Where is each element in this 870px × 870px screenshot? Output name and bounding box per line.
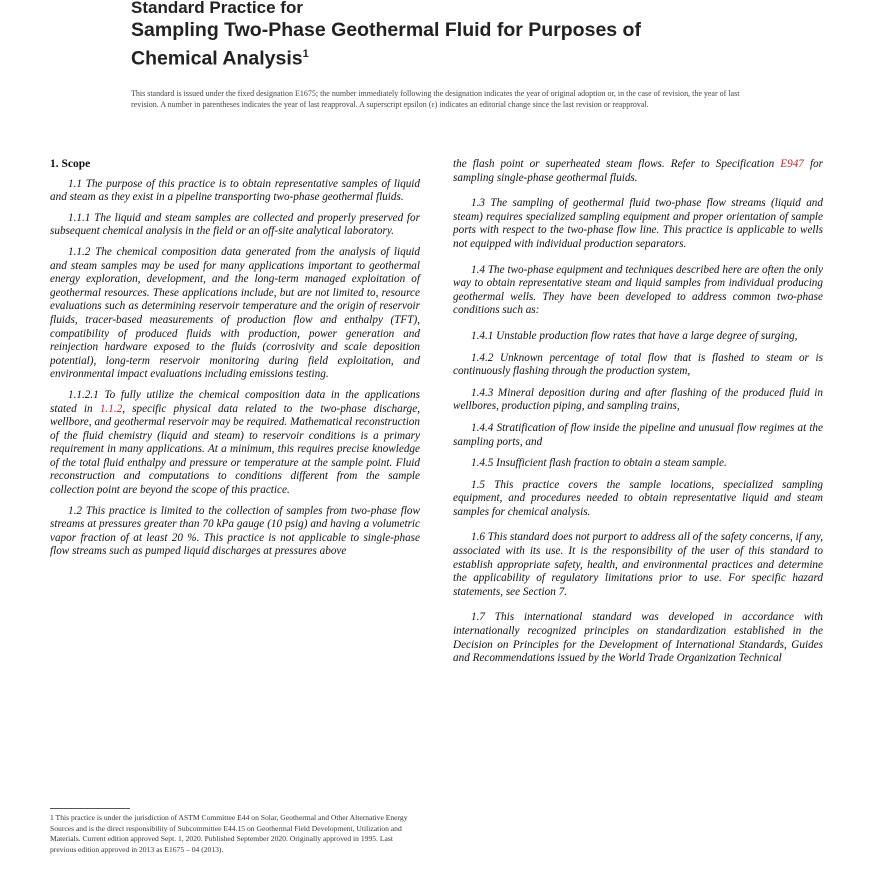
para-1-3: 1.3 The sampling of geothermal fluid two-phase flow streams (liquid and steam) requires specialized sampling equipment and proper orientation of sample ports with respect to the two-phase flow line. This practice is applicable to wells not equipped with individual production separators. xyxy=(453,197,823,250)
para-1-4-2: 1.4.2 Unknown percentage of total flow that is flashed to steam or is continuously flashing through the production system, xyxy=(453,351,823,378)
document-title xyxy=(131,18,751,71)
section-heading-scope: 1. Scope xyxy=(50,158,91,170)
right-column xyxy=(453,158,823,678)
para-1-5: 1.5 This practice covers the sample locations, specialized sampling equipment, and procedures needed to obtain representative liquid and steam samples for chemical analysis. xyxy=(453,478,823,518)
para-1-1: 1.1 The purpose of this practice is to obtain representative samples of liquid and steam as they exist in a pipeline transporting two-phase geothermal fluids. xyxy=(50,177,420,204)
para-1-6: 1.6 This standard does not purport to address all of the safety concerns, if any, associated with its use. It is the responsibility of the user of this standard to establish appropriate safety, health, and environmental practices and determine the applicability of regulatory limitations prior to use. For specific hazard statements, see Section 7. xyxy=(453,531,823,598)
left-column xyxy=(50,158,420,566)
designation-note: This standard is issued under the fixed designation E1675; the number immediately following the designation indicates the year of original adoption or, in the case of revision, the year of last revision. A number in parentheses indicates the year of last reapproval. A superscript epsilon (ε) indicates an editorial change since the last revision or reapproval. xyxy=(131,89,740,109)
title-footnote-marker[interactable]: 1 xyxy=(302,48,309,60)
standard-type: Standard Practice for xyxy=(131,0,303,17)
title-line-1: Sampling Two-Phase Geothermal Fluid for Purposes of xyxy=(131,19,641,41)
para-1-1-2-1: 1.1.2.1 To fully utilize the chemical composition data in the applications stated in 1.1.2, specific physical data related to the two-phase discharge, wellbore, and geothermal reservoir may be required. Mathematical reconstruction of the fluid chemistry (liquid and steam) to reservoir conditions is a primary requirement in many applications. At a minimum, this requires precise knowledge of the total fluid enthalpy and pressure or temperature at the sample point. Fluid reconstruction and computations to conditions different from the sample collection point are beyond the scope of this practice. xyxy=(50,388,421,497)
para-1-2: 1.2 This practice is limited to the collection of samples from two-phase flow streams at pressures greater than 70 kPa gauge (10 psig) and having a volumetric vapor fraction of at least 20 %. This practice is not applicable to single-phase flow streams such as pumped liquid discharges at pressures above xyxy=(50,504,420,558)
para-1-7: 1.7 This international standard was developed in accordance with internationally recognized principles on standardization established in the Decision on Principles for the Development of International Standards, Guides and Recommendations issued by the World Trade Organization Technical xyxy=(453,611,823,665)
spec-link-e947[interactable]: E947 xyxy=(780,158,804,170)
para-1-1-1: 1.1.1 The liquid and steam samples are collected and properly preserved for subsequent chemical analysis in the field or an off-site analytical laboratory. xyxy=(50,211,420,238)
para-1-4: 1.4 The two-phase equipment and techniques described here are often the only way to obtain representative steam and liquid samples from individual producing geothermal wells. They have been developed to address common two-phase conditions such as: xyxy=(453,263,823,317)
para-1-4-4: 1.4.4 Stratification of flow inside the pipeline and unusual flow regimes at the sampling ports, and xyxy=(453,421,823,448)
para-1-4-3: 1.4.3 Mineral deposition during and after flashing of the produced fluid in wellbores, production piping, and sampling trains, xyxy=(453,386,823,413)
para-1-2-cont: the flash point or superheated steam flows. Refer to Specification E947 for sampling single-phase geothermal fluids. xyxy=(453,158,824,184)
title-block xyxy=(131,0,751,71)
section-link-1-1-2[interactable]: 1.1.2 xyxy=(99,402,123,415)
para-1-4-5: 1.4.5 Insufficient flash fraction to obtain a steam sample. xyxy=(471,457,727,470)
para-1-1-2: 1.1.2 The chemical composition data generated from the analysis of liquid and steam samples may be used for many applications important to geothermal energy exploration, development, and the long-term managed exploitation of geothermal resources. These applications include, but are not limited to, resource evaluations such as determining reservoir temperature and the origin of reservoir fluids, tracer-based measurements of production flow and enthalpy (TFT), compatibility of produced fluids with production, power generation and reinjection hardware exposed to the fluids (corrosivity and scale deposition potential), long-term reservoir monitoring during field exploitation, and environmental impact evaluations including emissions testing. xyxy=(50,245,420,381)
title-line-2: Chemical Analysis xyxy=(131,47,303,70)
footnote xyxy=(50,808,420,855)
footnote-rule xyxy=(50,808,130,809)
para-1-4-1: 1.4.1 Unstable production flow rates that have a large degree of surging, xyxy=(471,329,798,342)
footnote-text: 1 This practice is under the jurisdiction of ASTM Committee E44 on Solar, Geothermal and Other Alternative Energy Sources and is the direct responsibility of Subcommittee E44.15 on Geothermal Field Development, Utilization and Materials. Current edition approved Sept. 1, 2020. Published September 2020. Originally approved in 1995. Last previous edition approved in 2013 as E1675 – 04 (2013). xyxy=(50,813,408,854)
